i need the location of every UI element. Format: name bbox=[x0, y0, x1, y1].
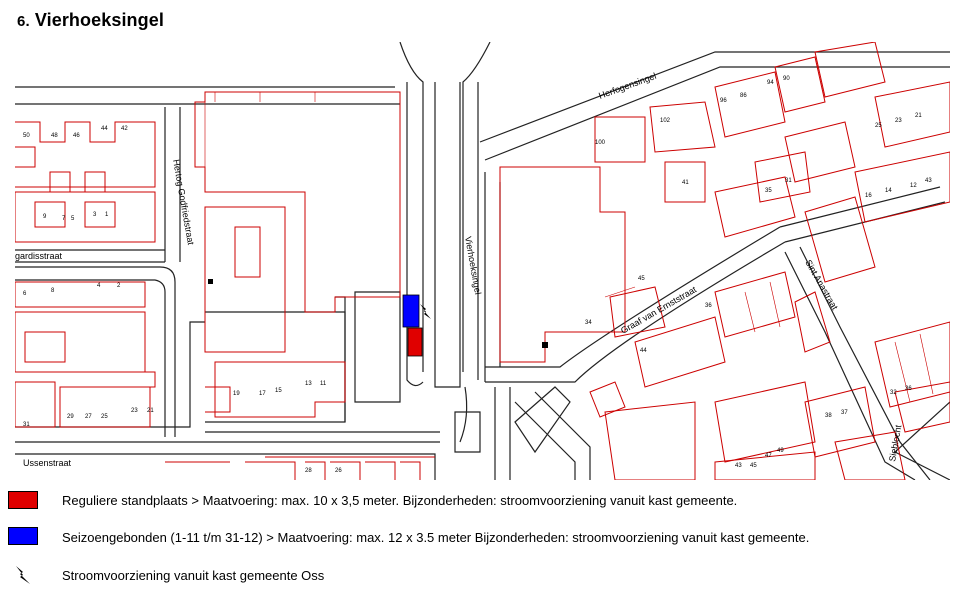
section-number: 6. bbox=[17, 13, 30, 30]
house-number: 8 bbox=[51, 288, 55, 294]
building-detail-lines bbox=[205, 92, 933, 402]
street-label-herfogensingel: Herfogensingel bbox=[597, 70, 658, 101]
house-number: 102 bbox=[660, 118, 671, 124]
street-label-vierhoeksingel: Vierhoeksingel bbox=[463, 235, 484, 296]
house-number: 6 bbox=[23, 291, 27, 297]
site-map bbox=[15, 42, 950, 480]
house-number: 7 bbox=[62, 216, 66, 222]
house-number: 13 bbox=[305, 381, 312, 387]
house-number: 14 bbox=[885, 188, 892, 194]
house-number: 48 bbox=[51, 133, 58, 139]
house-number: 32 bbox=[890, 390, 897, 396]
house-number: 44 bbox=[640, 348, 647, 354]
house-number: 25 bbox=[101, 414, 108, 420]
house-number: 43 bbox=[735, 463, 742, 469]
house-number: 94 bbox=[767, 80, 774, 86]
house-number: 28 bbox=[305, 468, 312, 474]
kiosk-marker bbox=[542, 342, 548, 348]
house-number: 31 bbox=[23, 422, 30, 428]
house-number: 36 bbox=[705, 303, 712, 309]
house-number: 90 bbox=[783, 76, 790, 82]
house-number: 19 bbox=[233, 391, 240, 397]
house-number: 23 bbox=[895, 118, 902, 124]
legend-swatch-seasonal bbox=[8, 527, 38, 545]
house-number: 45 bbox=[638, 276, 645, 282]
legend-swatch-regular bbox=[8, 491, 38, 509]
house-number: 4 bbox=[97, 283, 101, 289]
house-number: 21 bbox=[915, 113, 922, 119]
house-number: 16 bbox=[865, 193, 872, 199]
house-number: 100 bbox=[595, 140, 606, 146]
house-number: 34 bbox=[585, 320, 592, 326]
house-number: 27 bbox=[85, 414, 92, 420]
power-icon bbox=[420, 304, 431, 319]
house-number: 12 bbox=[910, 183, 917, 189]
house-number: 25 bbox=[875, 123, 882, 129]
street-label-graaf-van-ernststraat: Graaf van Ernststraat bbox=[619, 284, 699, 336]
street-label-ussenstraat: Ussenstraat bbox=[23, 458, 72, 468]
house-number: 23 bbox=[131, 408, 138, 414]
house-number: 17 bbox=[259, 391, 266, 397]
street-label-gardisstraat: gardisstraat bbox=[15, 251, 63, 261]
house-number: 11 bbox=[320, 381, 327, 387]
house-number: 46 bbox=[73, 133, 80, 139]
house-number: 49 bbox=[777, 448, 784, 454]
kiosk-marker bbox=[208, 279, 213, 284]
house-number: 50 bbox=[23, 133, 30, 139]
house-number: 5 bbox=[71, 216, 75, 222]
house-number: 41 bbox=[682, 180, 689, 186]
house-number: 31 bbox=[785, 178, 792, 184]
legend-text-power: Stroomvoorziening vanuit kast gemeente Oss bbox=[62, 568, 325, 583]
section-title: Vierhoeksingel bbox=[34, 10, 164, 30]
house-number: 29 bbox=[67, 414, 74, 420]
house-number: 47 bbox=[765, 453, 772, 459]
street-label-hertog-godfriedstraat: Hertog Godfriedstraat bbox=[171, 158, 196, 246]
street-label-sieblocht: Sieblocht bbox=[887, 424, 904, 463]
house-number: 35 bbox=[765, 188, 772, 194]
power-icon bbox=[15, 565, 31, 585]
house-number: 36 bbox=[905, 386, 912, 392]
legend-text-regular: Reguliere standplaats > Maatvoering: max. 10 x 3,5 meter. Bijzonderheden: stroomvoorziening vanuit kast gemeente. bbox=[62, 493, 738, 508]
page-title bbox=[17, 10, 164, 31]
house-number: 3 bbox=[93, 212, 97, 218]
house-number: 21 bbox=[147, 408, 154, 414]
house-number: 44 bbox=[101, 126, 108, 132]
house-number: 1 bbox=[105, 212, 109, 218]
house-number: 86 bbox=[740, 93, 747, 99]
house-number: 15 bbox=[275, 388, 282, 394]
regular-spot bbox=[408, 328, 422, 356]
seasonal-spot bbox=[403, 295, 419, 327]
house-number: 45 bbox=[750, 463, 757, 469]
house-number: 26 bbox=[335, 468, 342, 474]
house-number: 2 bbox=[117, 283, 121, 289]
house-number: 38 bbox=[825, 413, 832, 419]
street-label-sint-anastraat: Sint Anastraat bbox=[803, 258, 840, 312]
house-number: 43 bbox=[925, 178, 932, 184]
house-number: 42 bbox=[121, 126, 128, 132]
house-number: 96 bbox=[720, 98, 727, 104]
house-number: 9 bbox=[43, 214, 47, 220]
house-number: 37 bbox=[841, 410, 848, 416]
legend-text-seasonal: Seizoengebonden (1-11 t/m 31-12) > Maatvoering: max. 12 x 3.5 meter Bijzonderheden: stroomvoorziening vanuit kast gemeente. bbox=[62, 530, 810, 545]
